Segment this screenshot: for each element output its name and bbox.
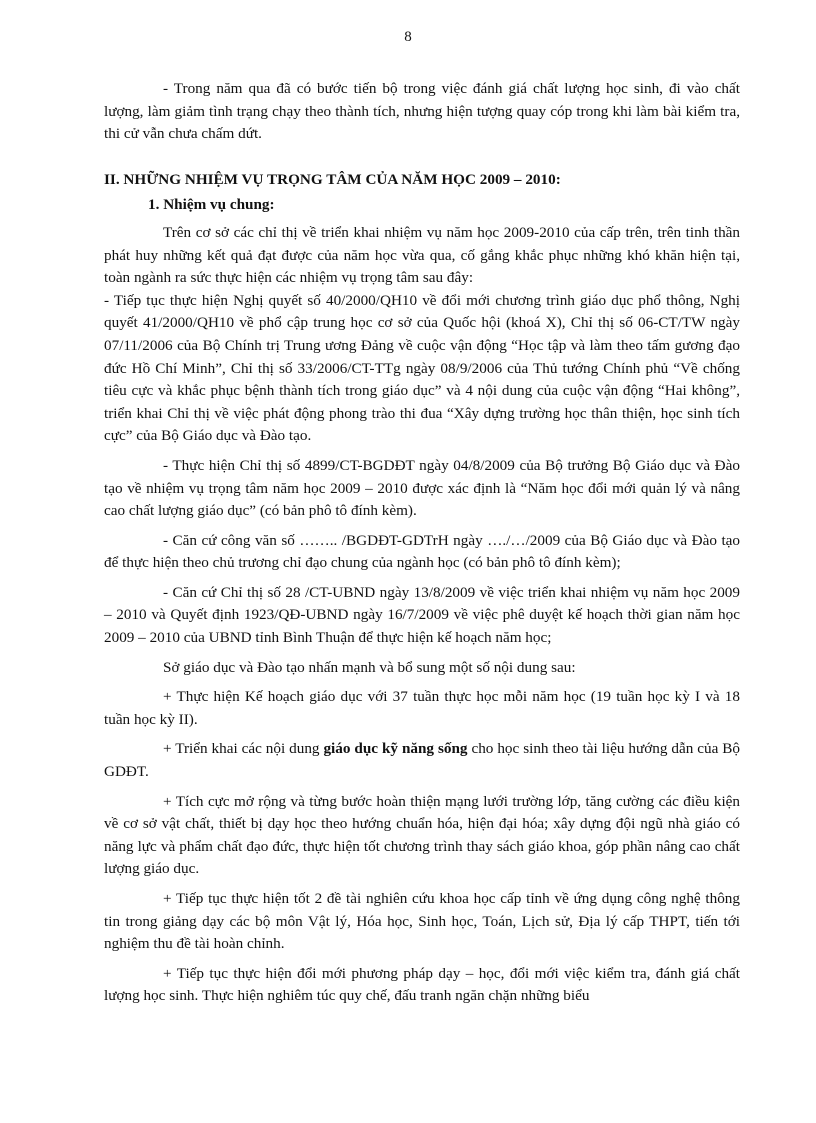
intro-paragraph: - Trong năm qua đã có bước tiến bộ trong việc đánh giá chất lượng học sinh, đi vào chất lượng, làm giảm tình trạng chạy theo thành tích, nhưng hiện tượng quay cóp trong khi làm bài kiểm tra, thi cử vẫn chưa chấm dứt. bbox=[104, 80, 740, 143]
life-skills-bold: giáo dục kỹ năng sống bbox=[323, 740, 468, 758]
paragraph-context: Trên cơ sở các chỉ thị về triển khai nhiệm vụ năm học 2009-2010 của cấp trên, trên tinh thần phát huy những kết quả đạt được của năm học vừa qua, cố gắng khắc phục những khó khăn hiện tại, toàn ngành ra sức thực hiện các nhiệm vụ trọng tâm sau đây: bbox=[104, 223, 740, 287]
subheading: 1. Nhiệm vụ chung: bbox=[148, 196, 275, 214]
life-skills-text-before: + Triển khai các nội dung bbox=[163, 740, 324, 758]
life-skills-text-after: cho học sinh theo tài liệu hướng dẫn của Bộ GDĐT. bbox=[104, 740, 740, 781]
paragraph-official-letter: - Căn cứ công văn số …….. /BGDĐT-GDTrH ngày …./…/2009 của Bộ Giáo dục và Đào tạo để thực hiện theo chủ trương chỉ đạo chung của ngành học (có bản phô tô đính kèm); bbox=[104, 531, 740, 572]
paragraph-directive-4899: - Thực hiện Chỉ thị số 4899/CT-BGDĐT ngày 04/8/2009 của Bộ trưởng Bộ Giáo dục và Đào tạo về nhiệm vụ trọng tâm năm học 2009 – 2010 được xác định là “Năm học đổi mới quản lý và nâng cao chất lượng giáo dục” (có bản phô tô đính kèm). bbox=[104, 456, 740, 520]
paragraph-research-projects: + Tiếp tục thực hiện tốt 2 đề tài nghiên cứu khoa học cấp tỉnh về ứng dụng công nghệ thông tin trong giảng dạy các bộ môn Vật lý, Hóa học, Sinh học, Toán, Lịch sử, Địa lý cấp THPT, tiến tới nghiệm thu đề tài hoàn chỉnh. bbox=[104, 890, 740, 953]
paragraph-resolutions: - Tiếp tục thực hiện Nghị quyết số 40/2000/QH10 về đổi mới chương trình giáo dục phổ thông, Nghị quyết 41/2000/QH10 về phổ cập trung học cơ sở của Quốc hội (khoá X), Chỉ thị số 06-CT/TW ngày 07/11/2006 của Bộ Chính trị Trung ương Đảng về cuộc vận động “Học tập và làm theo tấm gương đạo đức Hồ Chí Minh”, Chỉ thị số 33/2006/CT-TTg ngày 08/9/2006 của Thủ tướng Chính phủ “Về chống tiêu cực và khắc phục bệnh thành tích trong giáo dục” và 4 nội dung của cuộc vận động “Hai không”, triển khai Chỉ thị về việc phát động phong trào thi đua “Xây dựng trường học thân thiện, học sinh tích cực” của Bộ Giáo dục và Đào tạo. bbox=[104, 291, 740, 445]
paragraph-teaching-methods: + Tiếp tục thực hiện đổi mới phương pháp dạy – học, đổi mới việc kiểm tra, đánh giá chất lượng học sinh. Thực hiện nghiêm túc quy chế, đấu tranh ngăn chặn những biểu bbox=[104, 964, 740, 1005]
page-number: 8 bbox=[404, 29, 412, 45]
section-heading: II. NHỮNG NHIỆM VỤ TRỌNG TÂM CỦA NĂM HỌC 2009 – 2010: bbox=[104, 170, 561, 188]
paragraph-life-skills bbox=[104, 738, 740, 783]
paragraph-school-network: + Tích cực mở rộng và từng bước hoàn thiện mạng lưới trường lớp, tăng cường các điều kiện về cơ sở vật chất, thiết bị dạy học theo hướng chuẩn hóa, hiện đại hóa; xây dựng đội ngũ nhà giáo có năng lực và phẩm chất đạo đức, thực hiện tốt chương trình thay sách giáo khoa, góp phần nâng cao chất lượng giáo dục. bbox=[104, 792, 740, 878]
paragraph-directive-28: - Căn cứ Chỉ thị số 28 /CT-UBND ngày 13/8/2009 về việc triển khai nhiệm vụ năm học 2009 – 2010 và Quyết định 1923/QĐ-UBND ngày 16/7/2009 về việc phê duyệt kế hoạch thời gian năm học 2009 – 2010 của UBND tỉnh Bình Thuận để thực hiện kế hoạch năm học; bbox=[104, 583, 740, 647]
document-body bbox=[104, 78, 740, 1008]
paragraph-education-plan: + Thực hiện Kế hoạch giáo dục với 37 tuần thực học mỗi năm học (19 tuần học kỳ I và 18 tuần học kỳ II). bbox=[104, 688, 740, 728]
paragraph-emphasis: Sở giáo dục và Đào tạo nhấn mạnh và bổ sung một số nội dung sau: bbox=[163, 658, 576, 676]
